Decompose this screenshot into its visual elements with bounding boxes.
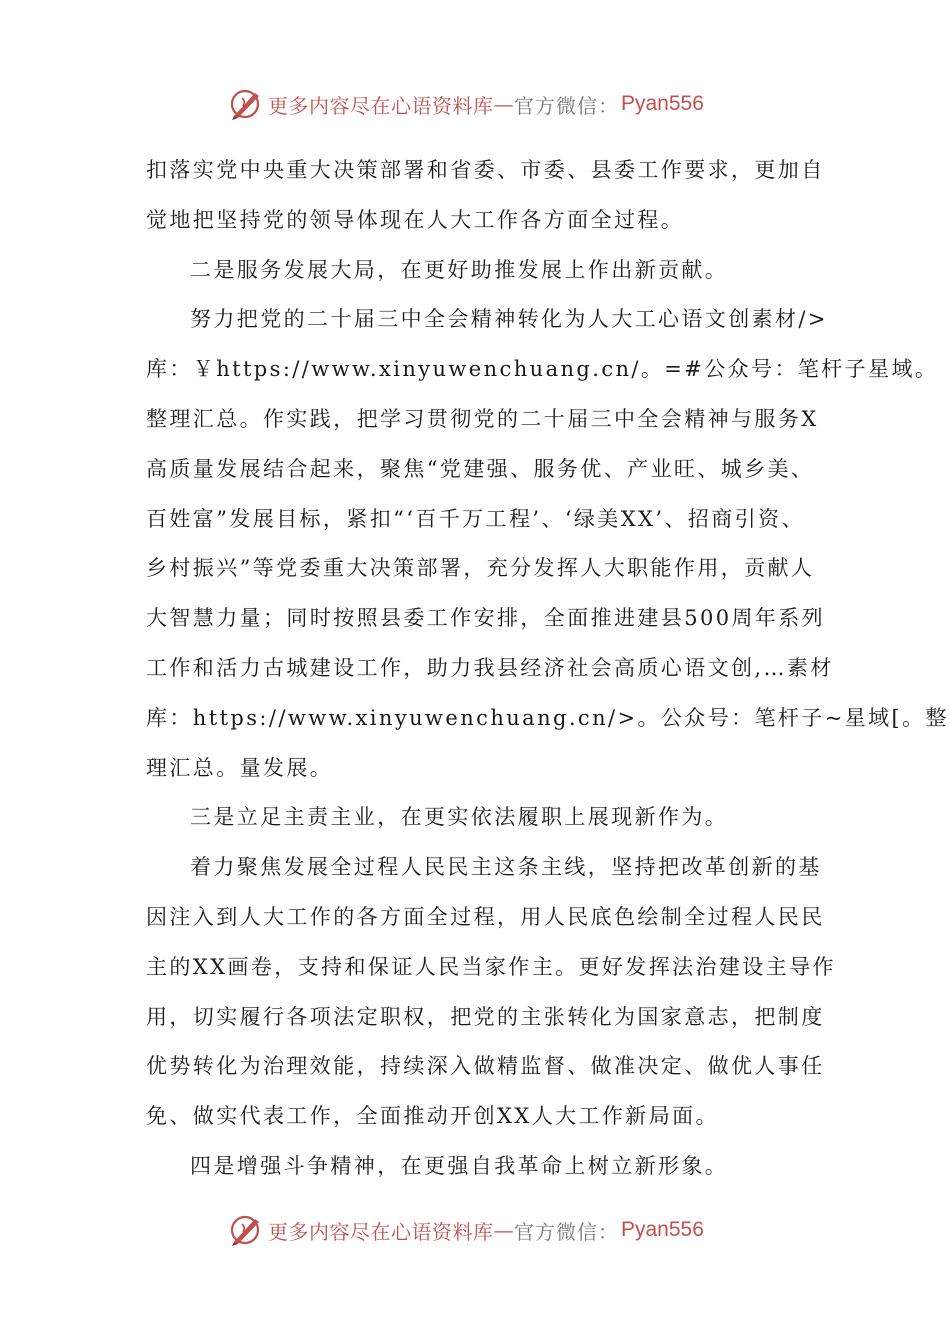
banner-slogan: 更多内容尽在心语资料库 — [268, 93, 494, 118]
text-line: 着力聚焦发展全过程人民民主这条主线，坚持把改革创新的基 — [190, 855, 822, 880]
text-line: 库：￥https://www.xinyuwenchuang.cn/。=#公众号：笔杆子星域。 — [146, 357, 939, 382]
wechat-id: Pyan556 — [621, 92, 704, 115]
wechat-id: Pyan556 — [621, 1218, 704, 1241]
pen-logo-icon — [228, 1212, 264, 1248]
text-line: 大智慧力量；同时按照县委工作安排，全面推进建县500周年系列 — [146, 606, 826, 631]
footer-banner — [228, 1210, 704, 1250]
header-banner — [228, 84, 704, 124]
text-line: 高质量发展结合起来，聚焦“党建强、服务优、产业旺、城乡美、 — [146, 456, 815, 481]
text-line: 理汇总。量发展。 — [146, 755, 334, 780]
text-line: 二是服务发展大局，在更好助推发展上作出新贡献。 — [190, 257, 729, 282]
text-line: 工作和活力古城建设工作，助力我县经济社会高质心语文创,…素材 — [146, 655, 834, 680]
text-line: 免、做实代表工作，全面推动开创XX人大工作新局面。 — [146, 1104, 719, 1129]
text-line: 主的XX画卷，支持和保证人民当家作主。更好发挥法治建设主导作 — [146, 954, 836, 979]
text-line: 觉地把坚持党的领导体现在人大工作各方面全过程。 — [146, 207, 685, 232]
text-line: 乡村振兴”等党委重大决策部署，充分发挥人大职能作用，贡献人 — [146, 556, 815, 581]
text-line: 百姓富”发展目标，紧扣“‘百千万工程’、‘绿美XX’、招商引资、 — [146, 506, 805, 531]
text-line: 四是增强斗争精神，在更强自我革命上树立新形象。 — [190, 1153, 729, 1178]
text-line: 用，切实履行各项法定职权，把党的主张转化为国家意志，把制度 — [146, 1004, 825, 1029]
text-line: 整理汇总。作实践，把学习贯彻党的二十届三中全会精神与服务X — [146, 406, 819, 431]
text-line: 因注入到人大工作的各方面全过程，用人民底色绘制全过程人民民 — [146, 904, 825, 929]
text-line: 扣落实党中央重大决策部署和省委、市委、县委工作要求，更加自 — [146, 158, 825, 182]
banner-dash: — — [493, 1218, 514, 1242]
text-line: 努力把党的二十届三中全会精神转化为人大工心语文创素材/> — [190, 307, 828, 332]
pen-logo-icon — [228, 86, 264, 122]
text-line: 库：https://www.xinyuwenchuang.cn/>。公众号：笔杆子~星域[。整 — [146, 705, 949, 730]
banner-slogan: 更多内容尽在心语资料库 — [268, 1219, 494, 1244]
banner-dash: — — [493, 92, 514, 116]
document-body — [146, 146, 949, 1192]
wechat-label: 官方微信： — [514, 93, 619, 118]
text-line: 优势转化为治理效能，持续深入做精监督、做准决定、做优人事任 — [146, 1054, 825, 1079]
text-line: 三是立足主责主业，在更实依法履职上展现新作为。 — [190, 805, 729, 830]
wechat-label: 官方微信： — [514, 1219, 619, 1244]
